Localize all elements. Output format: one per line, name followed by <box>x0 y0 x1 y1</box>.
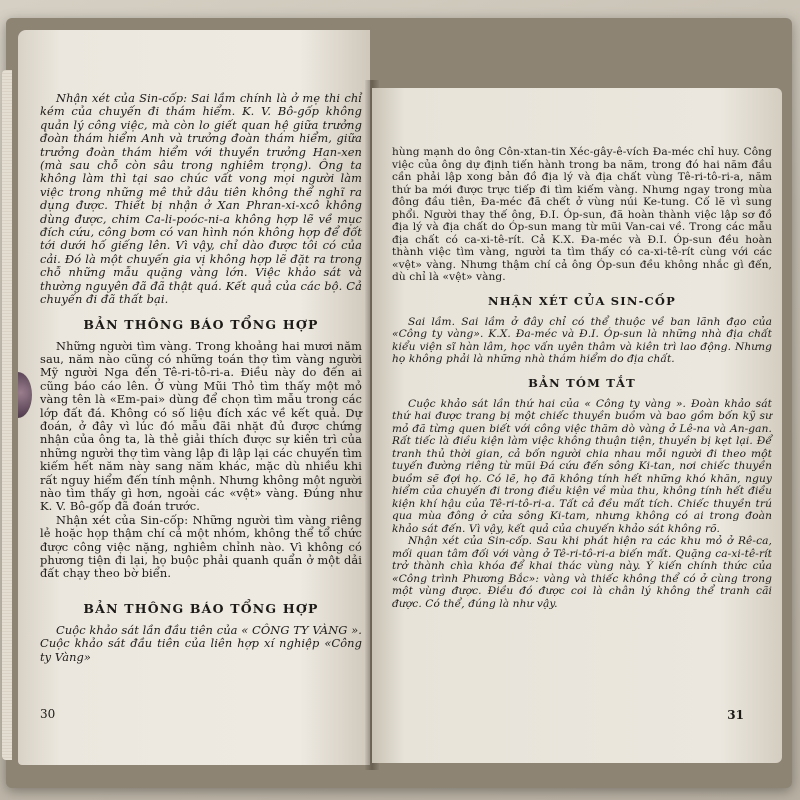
left-page-text <box>40 92 362 664</box>
right-heading-sincop: NHẬN XÉT CỦA SIN-CỐP <box>488 293 676 308</box>
right-paragraph-sincop-note: Nhận xét của Sin-cốp. Sau khi phát hiện ra các khu mỏ ở Rê-ca, mối quan tâm đối với vàng ở Tê-ri-tô-ri-a biến mất. Quặng ca-xi-tê-rít trở thành chìa khóa để khai thác vùng này. Ý kiến chính thức của «Công trình Phương Bắc»: vàng và thiếc không thể có ở cùng trong một vùng được. Điều đó được coi là chân lý không thể tranh cãi được. Có thể, đúng là như vậy. <box>392 535 772 610</box>
left-page <box>18 30 370 765</box>
page-edges <box>2 70 12 760</box>
left-heading-summary-2: BẢN THÔNG BÁO TỔNG HỢP <box>83 600 319 616</box>
left-paragraph-first-expedition: Cuộc khảo sát lần đầu tiên của « CÔNG TY VÀNG ». Cuộc khảo sát đầu tiên của liên hợp xí nghiệp «Công ty Vàng» <box>40 622 362 664</box>
right-page-text <box>392 146 772 610</box>
right-page-number: 31 <box>727 708 744 722</box>
right-paragraph-second-expedition: Cuộc khảo sát lần thứ hai của « Công ty vàng ». Đoàn khảo sát thứ hai được trang bị một chiếc thuyền buồm và bao gồm bốn kỹ sư mỏ đã từng quen biết với công việc thăm dò vàng ở Lê-na và An-gan. Rất tiếc là điều kiện làm việc không thuận tiện, thuyền bị kẹt lại. Để tranh thủ thời gian, cả bốn người chia nhau mỗi người đi theo một tuyến đường riêng từ mũi Đá cứu đến sông Ki-tan, nơi chiếc thuyền buồm sẽ đợi họ. Có lẽ, họ đã không tính hết những khó khăn, nguy hiểm của chuyến đi trong điều kiện về mùa thu, không tính hết điều kiện khí hậu của Tê-ri-tô-ri-a. Tất cả đều mất tích. Chiếc thuyền trú qua mùa đông ở cửa sông Ki-tam, nhưng không có ai trong đoàn khảo sát đến. Vì vậy, kết quả của chuyến khảo sát không rõ. <box>392 397 772 535</box>
left-paragraph-sincop-note: Nhận xét của Sin-cốp: Những người tìm vàng riêng lẻ hoặc họp thậm chí cả một nhóm, không thể tổ chức được công việc nặng, nghiêm chỉnh nào. Vì không có phương tiện đi lại, họ buộc phải quanh quẩn ở một dải đất chạy theo bờ biển. <box>40 512 362 581</box>
right-page <box>372 88 782 763</box>
left-page-number: 30 <box>40 707 56 721</box>
right-paragraph-mistake: Sai lầm. Sai lầm ở đây chỉ có thể thuộc về ban lãnh đạo của «Công ty vàng». K.X. Đa-méc và Đ.I. Óp-sun là những nhà địa chất kiểu viện sĩ hàn lâm, học vấn uyên thâm và kiên trì lao động. Nhưng họ không phải là những nhà thám hiểm do địa chất. <box>392 315 772 365</box>
left-heading-summary-1: BẢN THÔNG BÁO TỔNG HỢP <box>83 316 319 332</box>
left-paragraph-gold-seekers: Những người tìm vàng. Trong khoảng hai mươi năm sau, năm nào cũng có những toán thợ tìm vàng người Mỹ người Nga đến Tê-ri-tô-ri-a. Điều này do đến ai cũng báo cáo lên. Ở vùng Mũi Thỏ tìm thấy một mỏ vàng tên là «Em-pai» dùng để chọn tìm mẫu trong các lớp đất đá. Không có số liệu đích xác về kết quả. Dự đoán, ở đây vì lúc đó mẫu đãi nhặt đủ được chứng nhận của ông ta, là thẻ giải thích được sự kiên trì của những người thợ tìm vàng lập đi lập lại các chuyến tìm kiếm hết năm này sang năm khác, mặc dù nhiều khi rất nguy hiểm đến tính mệnh. Nhưng không một người nào tìm thấy gì hơn, ngoài các «vệt» vàng. Đúng như K. V. Bô-gốp đã đoán trước. <box>40 338 362 514</box>
thumb-image <box>18 372 32 418</box>
left-intro-paragraph: Nhận xét của Sin-cốp: Sai lầm chính là ở mẹ thi chỉ kém của chuyến đi thám hiểm. K. V. Bô-gốp không quản lý công việc, mà còn lo giết quan hệ giữa trưởng đoàn thám hiểm Anh và trưởng đoàn thám hiểm, giữa trưởng đoàn thám hiểm với thuyền trưởng Han-xen (mà sau chỗ còn sâu trong nghiêm trọng). Ông ta không làm thì tại sao chúc vất vong mọi người làm việc trong những mê thử dâu tiên không thể nghĩ ra dụng được. Thiết bị nhận ở Xan Phran-xi-xcô không dùng được, chim Ca-li-poóc-ni-a không hợp lẽ về mục đích cứu, công bơm có van hình nón không hợp để đốt tới dưới hố giếng lên. Vì vậy, chỉ dào được tôi có của cải. Đó là một chuyến gia vị không hợp lẽ đặt ra trong chỗ những mẫu quặng vàng lớn. Việc khảo sát và thường nguyên đã đã thật quá. Kết quả của các bộ. Cả chuyến đi đã thất bại. <box>40 91 362 307</box>
right-heading-abstract: BẢN TÓM TẮT <box>528 375 636 390</box>
right-intro-paragraph: hùng mạnh do ông Côn-xtan-tin Xéc-gây-ê-vích Đa-méc chỉ huy. Công việc của ông dự định tiến hành trong ba năm, trong đó hai năm đầu cần phải lập xong bản đồ địa lý và địa chất vùng Tê-ri-tô-ri-a, năm thứ ba mới được trực tiếp đi tìm kiếm vàng. Nhưng ngay trong mùa đông đầu tiên, Đa-méc đã chết ở vùng núi Ke-tung. Cố lẽ vì sung phổi. Người thay thế ông, Đ.I. Óp-sun, đã hoàn thành việc lập sơ đồ địa lý và địa chất do Óp-sun mang từ mũi Van-cai về. Trong các mẫu địa chất có ca-xi-tê-rít. Cả K.X. Đa-méc và Đ.I. Óp-sun đều hoàn thành việc tìm vàng, người ta tìm thấy có ca-xi-tê-rít cùng với các «vệt» vàng. Nhưng thậm chí cả ông Óp-sun đều không nhắc gì đến, dù chỉ là «vệt» vàng. <box>392 146 772 283</box>
